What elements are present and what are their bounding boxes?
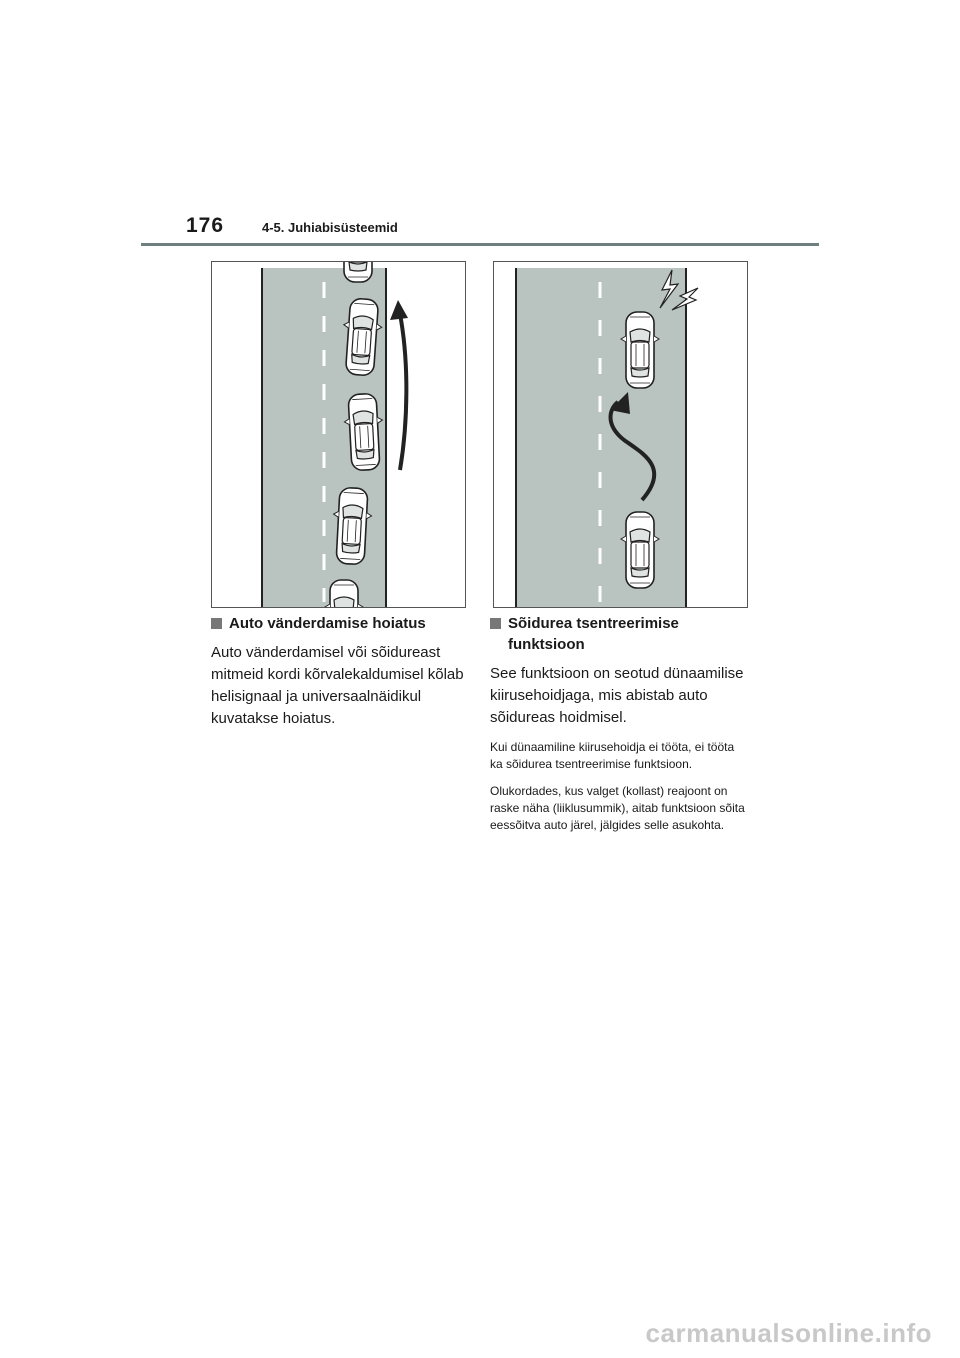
lane-departure-heading xyxy=(211,613,469,634)
section-title: 4-5. Juhiabisüsteemid xyxy=(262,220,398,235)
square-bullet-icon xyxy=(211,618,222,629)
curved-arrow-icon xyxy=(400,314,406,470)
page-number: 176 xyxy=(186,214,225,237)
header-rule xyxy=(141,243,819,246)
right-column xyxy=(490,613,748,844)
car-top-view-icon xyxy=(621,312,659,388)
heading-text: Auto vänderdamise hoiatus xyxy=(229,615,426,632)
lane-departure-illustration xyxy=(211,261,466,608)
lane-centering-note-1: Kui dünaamiline kiirusehoidja ei tööta, ei tööta ka sõidurea tsentreerimise funktsioon. xyxy=(490,740,735,771)
car-top-view-icon xyxy=(621,512,659,588)
square-bullet-icon xyxy=(490,618,501,629)
lane-centering-illustration xyxy=(493,261,748,608)
heading-text: Sõidurea tsentreerimise funktsioon xyxy=(508,615,679,653)
lane-centering-note-2: Olukordades, kus valget (kollast) reajoont on raske näha (liiklusummik), aitab funktsioon sõita eessõitva auto järel, jälgides selle asukohta. xyxy=(490,784,745,832)
left-column xyxy=(211,613,469,740)
lane-departure-description: Auto vänderdamisel või sõidureast mitmeid kordi kõrvalekaldumisel kõlab helisignaal ja universaalnäidikul kuvatakse hoiatus. xyxy=(211,644,464,727)
watermark: carmanualsonline.info xyxy=(645,1318,932,1348)
lane-centering-description: See funktsioon on seotud dünaamilise kiirusehoidjaga, mis abistab auto sõidureas hoidmisel. xyxy=(490,665,744,726)
lane-centering-heading xyxy=(490,613,748,655)
